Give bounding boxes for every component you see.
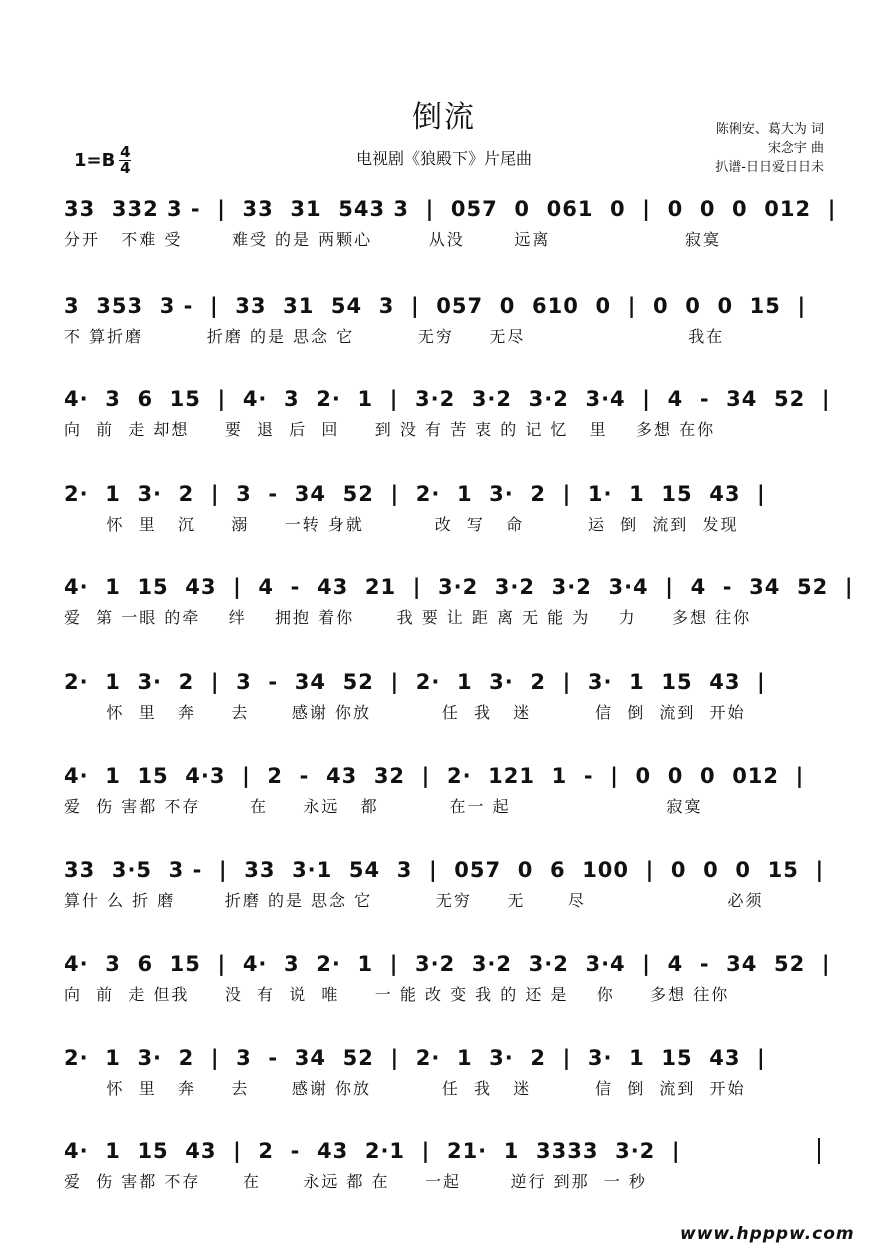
time-sig-bottom: 4 [120, 159, 131, 177]
score-row-10 [0, 1041, 888, 1129]
notation-line: 2· 1 3· 2 | 3 - 34 52 | 2· 1 3· 2 | 3· 1 15 43 | [64, 670, 766, 694]
lyric-line: 怀 里 沉 溺 一转 身就 改 写 命 运 倒 流到 发现 [64, 515, 739, 534]
lyric-line: 算什 么 折 磨 折磨 的是 思念 它 无穷 无 尽 必须 [64, 891, 764, 910]
lyric-line: 分开 不难 受 难受 的是 两颗心 从没 远离 寂寞 [64, 230, 722, 249]
transcriber-credit: 扒谱-日日爱日日未 [715, 160, 824, 175]
time-sig-top: 4 [120, 143, 131, 161]
notation-line: 3 353 3 - | 33 31 54 3 | 057 0 610 0 | 0 0 0 15 | [64, 294, 807, 318]
notation-line: 4· 1 15 43 | 4 - 43 21 | 3·2 3·2 3·2 3·4 | 4 - 34 52 | [64, 575, 854, 599]
score-row-2 [0, 289, 888, 377]
composer-credit: 宋念宇 曲 [767, 141, 824, 156]
score-row-7 [0, 759, 888, 847]
lyric-line: 爱 伤 害都 不存 在 永远 都 在 一起 逆行 到那 一 秒 [64, 1172, 647, 1191]
lyricist-credit: 陈俐安、葛大为 词 [715, 122, 824, 137]
score-row-4 [0, 477, 888, 565]
lyric-line: 向 前 走 但我 没 有 说 唯 一 能 改 变 我 的 还 是 你 多想 往你 [64, 985, 730, 1004]
lyric-line: 怀 里 奔 去 感谢 你放 任 我 迷 信 倒 流到 开始 [64, 703, 746, 722]
score-row-5 [0, 570, 888, 658]
notation-line: 2· 1 3· 2 | 3 - 34 52 | 2· 1 3· 2 | 1· 1 15 43 | [64, 482, 766, 506]
notation-line: 4· 3 6 15 | 4· 3 2· 1 | 3·2 3·2 3·2 3·4 | 4 - 34 52 | [64, 952, 831, 976]
lyric-line: 不 算折磨 折磨 的是 思念 它 无穷 无尽 我在 [64, 327, 725, 346]
notation-line: 4· 1 15 4·3 | 2 - 43 32 | 2· 121 1 - | 0 0 0 012 | [64, 764, 805, 788]
song-title: 倒流 [412, 100, 476, 135]
song-subtitle: 电视剧《狼殿下》片尾曲 [355, 149, 532, 168]
score-row-1 [0, 192, 888, 280]
notation-line: 4· 1 15 43 | 2 - 43 2·1 | 21· 1 3333 3·2 | [64, 1139, 681, 1163]
score-row-8 [0, 853, 888, 941]
notation-line: 33 332 3 - | 33 31 543 3 | 057 0 061 0 | 0 0 0 012 | [64, 197, 837, 221]
time-signature [119, 145, 131, 176]
score-row-3 [0, 382, 888, 470]
score-row-6 [0, 665, 888, 753]
key-label: 1=B [74, 150, 116, 171]
score-row-9 [0, 947, 888, 1035]
key-signature [74, 145, 131, 176]
lyric-line: 怀 里 奔 去 感谢 你放 任 我 迷 信 倒 流到 开始 [64, 1079, 746, 1098]
notation-line: 33 3·5 3 - | 33 3·1 54 3 | 057 0 6 100 | 0 0 0 15 | [64, 858, 825, 882]
score-row-11 [0, 1134, 888, 1222]
lyric-line: 爱 伤 害都 不存 在 永远 都 在一 起 寂寞 [64, 797, 703, 816]
lyric-line: 向 前 走 却想 要 退 后 回 到 没 有 苦 衷 的 记 忆 里 多想 在你 [64, 420, 716, 439]
notation-line: 2· 1 3· 2 | 3 - 34 52 | 2· 1 3· 2 | 3· 1 15 43 | [64, 1046, 766, 1070]
lyric-line: 爱 第 一眼 的牵 绊 拥抱 着你 我 要 让 距 离 无 能 为 力 多想 往你 [64, 608, 752, 627]
bar-line [818, 1138, 820, 1164]
credits [700, 120, 824, 177]
site-watermark: www.hpppw.com [680, 1224, 855, 1244]
notation-line: 4· 3 6 15 | 4· 3 2· 1 | 3·2 3·2 3·2 3·4 | 4 - 34 52 | [64, 387, 831, 411]
